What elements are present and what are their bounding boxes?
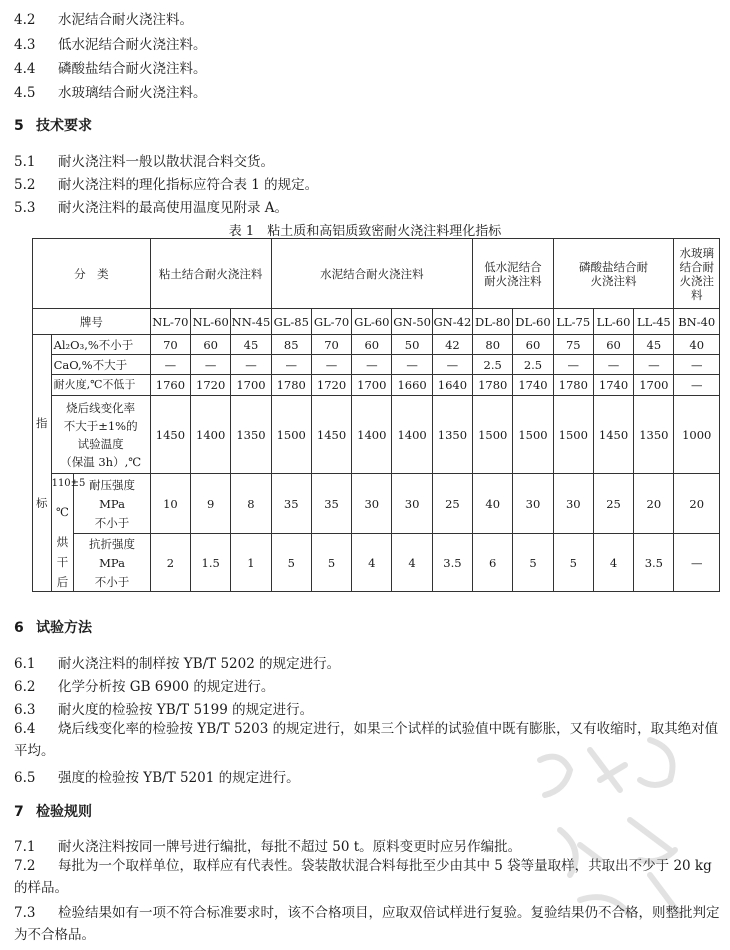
value-cell: 1760 (150, 375, 190, 396)
value-cell: 80 (473, 335, 513, 355)
value-cell: 9 (191, 474, 231, 534)
value-cell: 20 (634, 474, 674, 534)
value-cell: — (191, 355, 231, 375)
value-cell: 1500 (553, 396, 593, 474)
brand-cell: DL-80 (473, 309, 513, 335)
group-clay-header: 粘土结合耐火浇注料 (150, 239, 271, 309)
clause-number: 6.4 (14, 721, 36, 737)
clause-number: 7.2 (14, 858, 36, 874)
brand-cell: BN-40 (674, 309, 720, 335)
brand-cell: GL-85 (271, 309, 311, 335)
value-cell: 1500 (271, 396, 311, 474)
brand-cell: NN-45 (231, 309, 271, 335)
value-cell: 1350 (231, 396, 271, 474)
clause-4-4 (14, 57, 207, 77)
value-cell: 45 (231, 335, 271, 355)
value-cell: 1780 (553, 375, 593, 396)
group-header-row (33, 239, 720, 309)
brand-cell: LL-45 (634, 309, 674, 335)
row-label: 耐火度,℃不低于 (51, 375, 150, 396)
value-cell: 50 (392, 335, 432, 355)
clause-number: 4.5 (14, 85, 36, 101)
clause-text: 耐火浇注料的理化指标应符合表 1 的规定。 (58, 177, 319, 193)
value-cell: — (634, 355, 674, 375)
value-cell: — (432, 355, 472, 375)
value-cell: 60 (191, 335, 231, 355)
value-cell: — (674, 375, 720, 396)
value-cell: 1740 (513, 375, 553, 396)
value-cell: 1700 (231, 375, 271, 396)
compressive-strength-row (33, 474, 720, 534)
value-cell: 2.5 (513, 355, 553, 375)
clause-text: 检验结果如有一项不符合标准要求时，该不合格项目，应取双倍试样进行复验。复验结果仍不合格，则整批判定为不合格品。 (14, 905, 720, 943)
value-cell: 1400 (392, 396, 432, 474)
clause-number: 4.3 (14, 37, 36, 53)
al2o3-row (33, 335, 720, 355)
value-cell: — (674, 355, 720, 375)
section-title: 试验方法 (36, 620, 92, 636)
clause-5-1 (14, 150, 274, 170)
clause-6-1 (14, 652, 340, 672)
table-caption: 表 1 粘土质和高铝质致密耐火浇注料理化指标 (228, 224, 502, 239)
value-cell: 2.5 (473, 355, 513, 375)
clause-number: 5.1 (14, 154, 36, 170)
value-cell: 60 (352, 335, 392, 355)
value-cell: 1400 (191, 396, 231, 474)
clause-4-2 (14, 8, 193, 28)
clause-text: 水玻璃结合耐火浇注料。 (58, 85, 207, 101)
clause-7-1 (14, 835, 521, 855)
clause-text: 磷酸盐结合耐火浇注料。 (58, 61, 207, 77)
value-cell: 2 (150, 534, 190, 592)
row-label: CaO,%不大于 (51, 355, 150, 375)
brand-label: 牌号 (33, 309, 151, 335)
section-heading-7 (14, 801, 92, 821)
value-cell: 5 (513, 534, 553, 592)
value-cell: 85 (271, 335, 311, 355)
clause-number: 4.2 (14, 12, 36, 28)
value-cell: 1740 (593, 375, 633, 396)
value-cell: 60 (593, 335, 633, 355)
row-label: 抗折强度 MPa 不小于 (74, 534, 150, 592)
value-cell: 5 (271, 534, 311, 592)
value-cell: 1500 (513, 396, 553, 474)
value-cell: 35 (271, 474, 311, 534)
value-cell: 1450 (593, 396, 633, 474)
clause-number: 6.2 (14, 679, 36, 695)
value-cell: — (311, 355, 351, 375)
value-cell: 8 (231, 474, 271, 534)
clause-text: 低水泥结合耐火浇注料。 (58, 37, 207, 53)
clause-text: 耐火浇注料按同一牌号进行编批，每批不超过 50 t。原料变更时应另作编批。 (58, 839, 522, 855)
value-cell: 5 (553, 534, 593, 592)
clause-number: 5.2 (14, 177, 36, 193)
clause-6-2 (14, 675, 274, 695)
flexural-strength-row (33, 534, 720, 592)
clause-text: 化学分析按 GB 6900 的规定进行。 (58, 679, 275, 695)
value-cell: 1700 (352, 375, 392, 396)
section-title: 检验规则 (36, 804, 92, 820)
clause-5-3 (14, 196, 288, 216)
clause-number: 7.3 (14, 905, 36, 921)
value-cell: 3.5 (634, 534, 674, 592)
value-cell: 1640 (432, 375, 472, 396)
value-cell: — (553, 355, 593, 375)
clause-6-5 (14, 766, 300, 786)
value-cell: 60 (513, 335, 553, 355)
value-cell: — (231, 355, 271, 375)
value-cell: 1 (231, 534, 271, 592)
brand-cell: GL-60 (352, 309, 392, 335)
value-cell: 1660 (392, 375, 432, 396)
value-cell: 40 (674, 335, 720, 355)
value-cell: 1450 (311, 396, 351, 474)
drying-condition-label: 110±5 ℃ 烘 干 后 (51, 474, 74, 592)
clause-text: 强度的检验按 YB/T 5201 的规定进行。 (58, 770, 300, 786)
cao-row (33, 355, 720, 375)
section-heading-6 (14, 617, 92, 637)
brand-cell: NL-60 (191, 309, 231, 335)
section-number: 6 (14, 620, 24, 636)
value-cell: 30 (392, 474, 432, 534)
clause-4-5 (14, 81, 207, 101)
value-cell: 35 (311, 474, 351, 534)
clause-number: 6.1 (14, 656, 36, 672)
clause-text: 耐火浇注料的制样按 YB/T 5202 的规定进行。 (58, 656, 341, 672)
row-label: 烧后线变化率 不大于±1%的 试验温度 （保温 3h）,℃ (51, 396, 150, 474)
value-cell: 42 (432, 335, 472, 355)
brand-cell: DL-60 (513, 309, 553, 335)
clause-number: 7.1 (14, 839, 36, 855)
brand-row (33, 309, 720, 335)
clause-4-3 (14, 33, 207, 53)
value-cell: 4 (593, 534, 633, 592)
value-cell: 1780 (271, 375, 311, 396)
value-cell: 45 (634, 335, 674, 355)
value-cell: 20 (674, 474, 720, 534)
value-cell: — (150, 355, 190, 375)
value-cell: 3.5 (432, 534, 472, 592)
value-cell: 30 (513, 474, 553, 534)
clause-text: 烧后线变化率的检验按 YB/T 5203 的规定进行，如果三个试样的试验值中既有膨胀，又有收缩时，取其绝对值平均。 (14, 721, 719, 759)
value-cell: — (593, 355, 633, 375)
properties-table (32, 238, 720, 592)
value-cell: 1500 (473, 396, 513, 474)
clause-number: 6.3 (14, 702, 36, 718)
value-cell: 1720 (191, 375, 231, 396)
clause-5-2 (14, 173, 318, 193)
clause-number: 4.4 (14, 61, 36, 77)
clause-number: 5.3 (14, 200, 36, 216)
clause-text: 水泥结合耐火浇注料。 (58, 12, 193, 28)
clause-text: 每批为一个取样单位，取样应有代表性。袋装散状混合料每批至少由其中 5 袋等量取样，共取出不少于 20 kg 的样品。 (14, 858, 712, 896)
value-cell: 4 (352, 534, 392, 592)
class-header: 分 类 (33, 239, 151, 309)
brand-cell: LL-75 (553, 309, 593, 335)
value-cell: 6 (473, 534, 513, 592)
brand-cell: LL-60 (593, 309, 633, 335)
clause-text: 耐火度的检验按 YB/T 5199 的规定进行。 (58, 702, 314, 718)
clause-text: 耐火浇注料一般以散状混合料交货。 (58, 154, 274, 170)
value-cell: 10 (150, 474, 190, 534)
value-cell: 1780 (473, 375, 513, 396)
brand-cell: GN-50 (392, 309, 432, 335)
clause-number: 6.5 (14, 770, 36, 786)
value-cell: — (674, 534, 720, 592)
value-cell: 75 (553, 335, 593, 355)
value-cell: 1450 (150, 396, 190, 474)
group-phosphate-header: 磷酸盐结合耐火浇注料 (553, 239, 674, 309)
value-cell: — (352, 355, 392, 375)
group-cement-header: 水泥结合耐火浇注料 (271, 239, 472, 309)
side-index-label: 指 标 (33, 335, 52, 592)
value-cell: 70 (311, 335, 351, 355)
section-heading-5 (14, 115, 92, 135)
value-cell: 4 (392, 534, 432, 592)
refractoriness-row (33, 375, 720, 396)
section-title: 技术要求 (36, 118, 92, 134)
value-cell: 1.5 (191, 534, 231, 592)
value-cell: 70 (150, 335, 190, 355)
value-cell: 1350 (634, 396, 674, 474)
value-cell: — (271, 355, 311, 375)
clause-6-3 (14, 698, 313, 718)
row-label: Al₂O₃,%不小于 (51, 335, 150, 355)
value-cell: 5 (311, 534, 351, 592)
value-cell: 1400 (352, 396, 392, 474)
linear-change-row (33, 396, 720, 474)
group-low-cement-header: 低水泥结合耐火浇注料 (473, 239, 554, 309)
clause-text: 耐火浇注料的最高使用温度见附录 A。 (58, 200, 289, 216)
value-cell: 1000 (674, 396, 720, 474)
row-label: 耐压强度 MPa 不小于 (74, 474, 150, 534)
value-cell: 1720 (311, 375, 351, 396)
value-cell: 25 (432, 474, 472, 534)
section-number: 7 (14, 804, 24, 820)
value-cell: 1700 (634, 375, 674, 396)
value-cell: 30 (553, 474, 593, 534)
value-cell: 25 (593, 474, 633, 534)
section-number: 5 (14, 118, 24, 134)
value-cell: — (392, 355, 432, 375)
group-water-glass-header: 水玻璃结合耐火浇注料 (674, 239, 720, 309)
value-cell: 30 (352, 474, 392, 534)
brand-cell: GN-42 (432, 309, 472, 335)
value-cell: 1350 (432, 396, 472, 474)
value-cell: 40 (473, 474, 513, 534)
seal-watermark (500, 720, 730, 950)
brand-cell: NL-70 (150, 309, 190, 335)
brand-cell: GL-70 (311, 309, 351, 335)
